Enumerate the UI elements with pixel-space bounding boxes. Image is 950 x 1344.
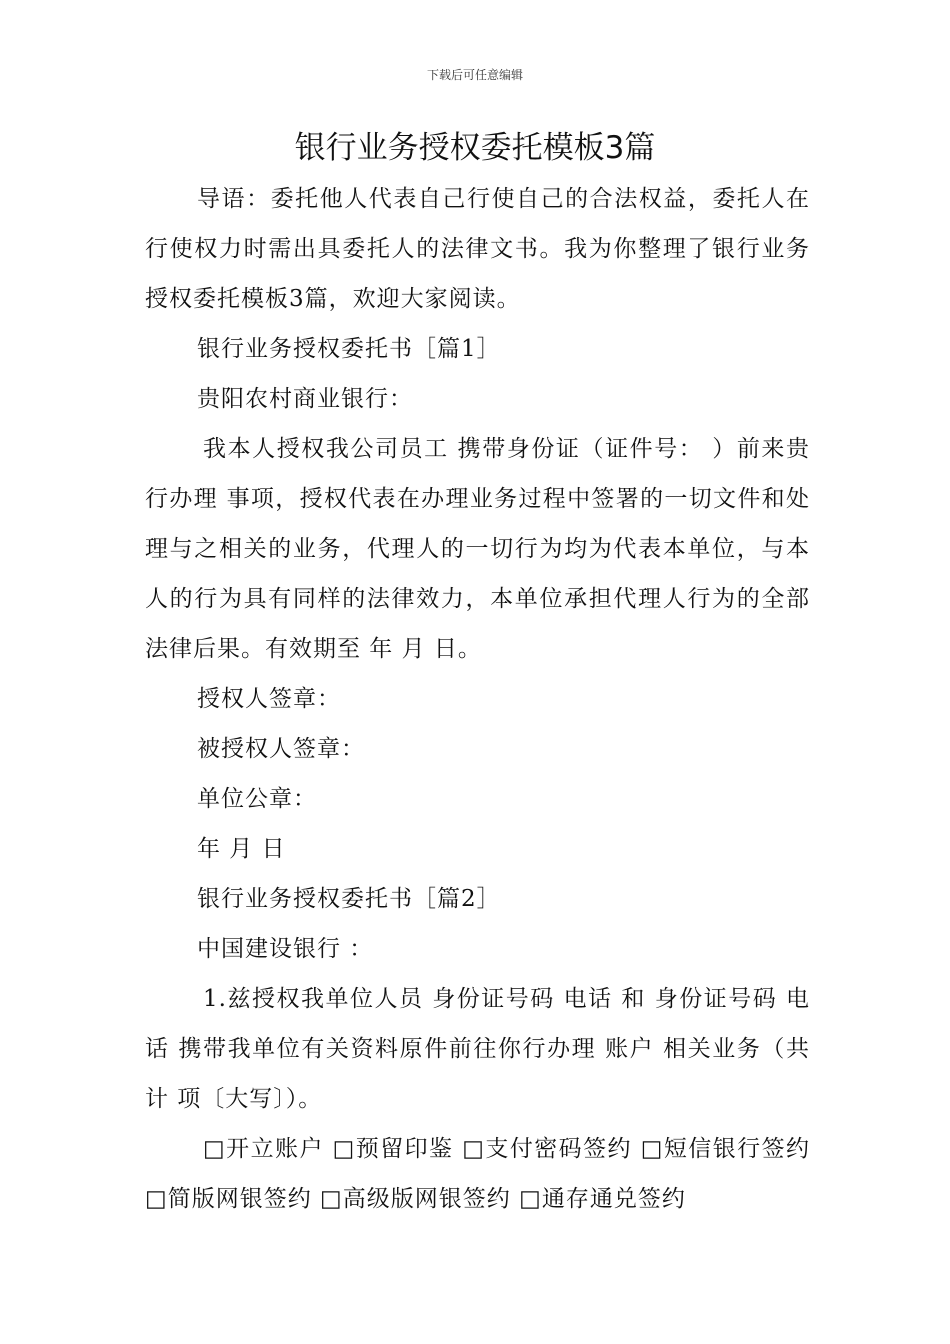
authorization-paragraph-2: 1.兹授权我单位人员 身份证号码 电话 和 身份证号码 电话 携带我单位有关资料原件前往你行办理 账户 相关业务（共计 项〔大写〕）。 (145, 986, 810, 1112)
document-body (145, 174, 810, 1224)
section-heading-1: 银行业务授权委托书［篇1］ (197, 336, 501, 362)
addressee-2: 中国建设银行 ： (197, 936, 374, 962)
authorization-paragraph-1: 我本人授权我公司员工 携带身份证（证件号： ）前来贵行办理 事项，授权代表在办理业务过程中签署的一切文件和处理与之相关的业务，代理人的一切行为均为代表本单位，与本人的行为具有同样的法律效力，本单位承担代理人行为的全部法律后果。有效期至 年 月 日。 (145, 436, 810, 662)
section-heading-2: 银行业务授权委托书［篇2］ (197, 886, 501, 912)
intro-paragraph: 导语：委托他人代表自己行使自己的合法权益，委托人在行使权力时需出具委托人的法律文书。我为你整理了银行业务授权委托模板3篇，欢迎大家阅读。 (145, 186, 810, 312)
signature-line-grantor: 授权人签章： (197, 686, 341, 712)
date-line: 年 月 日 (197, 836, 286, 862)
signature-line-grantee: 被授权人签章： (197, 736, 365, 762)
header-note: 下载后可任意编辑 (426, 68, 523, 82)
document-title: 银行业务授权委托模板3篇 (294, 130, 656, 166)
checkbox-options: □开立账户 □预留印鉴 □支付密码签约 □短信银行签约 □简版网银签约 □高级版网银签约 □通存通兑签约 (145, 1136, 810, 1212)
addressee-1: 贵阳农村商业银行： (197, 386, 413, 412)
company-seal-line: 单位公章： (197, 786, 317, 812)
